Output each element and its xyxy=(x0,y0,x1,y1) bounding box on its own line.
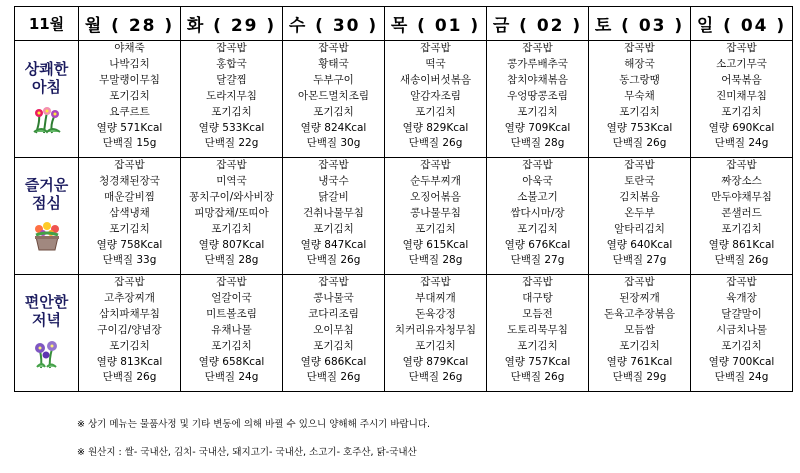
calorie-value: 열량 757Kcal xyxy=(504,355,571,368)
menu-item: 포기김치 xyxy=(721,105,762,118)
meal-label-cell xyxy=(15,158,79,275)
protein-value: 단백질 28g xyxy=(204,254,259,267)
menu-item: 진미채무침 xyxy=(716,89,767,102)
protein-value: 단백질 27g xyxy=(510,254,565,267)
protein-value: 단백질 26g xyxy=(408,137,463,150)
menu-item: 포기김치 xyxy=(619,339,660,352)
menu-item: 매운갈비찜 xyxy=(104,190,155,203)
calorie-value: 열량 676Kcal xyxy=(504,238,571,251)
menu-cell-tue xyxy=(181,41,283,158)
menu-item: 고추장찌개 xyxy=(104,291,155,304)
protein-value: 단백질 26g xyxy=(102,371,157,384)
menu-item: 포기김치 xyxy=(109,89,150,102)
menu-item: 아욱국 xyxy=(522,174,553,187)
menu-cell-sat xyxy=(589,275,691,392)
header-row xyxy=(15,7,793,41)
flower-pot-icon xyxy=(15,220,78,256)
menu-item: 달걀말이 xyxy=(721,307,762,320)
calorie-value: 열량 829Kcal xyxy=(402,121,469,134)
menu-item: 건취나물무침 xyxy=(303,206,364,219)
menu-item: 구이김/양념장 xyxy=(97,323,162,336)
protein-value: 단백질 26g xyxy=(612,137,667,150)
protein-value: 단백질 24g xyxy=(714,371,769,384)
protein-value: 단백질 26g xyxy=(510,371,565,384)
menu-item: 잡곡밥 xyxy=(318,42,349,54)
menu-cell-wed xyxy=(283,275,385,392)
menu-cell-thu xyxy=(385,158,487,275)
purple-flower-icon xyxy=(15,337,78,373)
menu-item: 삼색냉채 xyxy=(109,206,150,219)
menu-item: 모듬전 xyxy=(522,307,553,320)
menu-item: 떡국 xyxy=(425,57,446,70)
menu-item: 시금치나물 xyxy=(716,323,767,336)
meal-label-cell xyxy=(15,275,79,392)
menu-item: 돈육고추장볶음 xyxy=(603,307,675,320)
protein-value: 단백질 22g xyxy=(204,137,259,150)
menu-item: 잡곡밥 xyxy=(522,42,553,54)
menu-item: 삼치파채무침 xyxy=(99,307,160,320)
menu-item: 참치야채볶음 xyxy=(507,73,568,86)
menu-cell-mon xyxy=(79,275,181,392)
menu-item: 잡곡밥 xyxy=(522,276,553,288)
meal-name-line2: 아침 xyxy=(32,78,61,96)
menu-item: 포기김치 xyxy=(313,339,354,352)
menu-item: 소불고기 xyxy=(517,190,558,203)
protein-value: 단백질 26g xyxy=(306,254,361,267)
menu-cell-tue xyxy=(181,275,283,392)
protein-value: 단백질 26g xyxy=(408,371,463,384)
menu-item: 아몬드멸치조림 xyxy=(297,89,369,102)
menu-item: 포기김치 xyxy=(517,222,558,235)
menu-item: 잡곡밥 xyxy=(726,42,757,54)
day-header-mon: 월 ( 28 ) xyxy=(79,7,181,41)
protein-value: 단백질 15g xyxy=(102,137,157,150)
menu-item: 유채나물 xyxy=(211,323,252,336)
menu-cell-wed xyxy=(283,158,385,275)
menu-item: 잡곡밥 xyxy=(216,159,247,171)
menu-item: 무숙채 xyxy=(624,89,655,102)
protein-value: 단백질 28g xyxy=(510,137,565,150)
calorie-value: 열량 658Kcal xyxy=(198,355,265,368)
protein-value: 단백질 26g xyxy=(306,371,361,384)
menu-item: 만두야채무침 xyxy=(711,190,772,203)
day-header-thu: 목 ( 01 ) xyxy=(385,7,487,41)
menu-item: 포기김치 xyxy=(109,339,150,352)
menu-item: 포기김치 xyxy=(211,339,252,352)
menu-cell-fri xyxy=(487,158,589,275)
menu-item: 잡곡밥 xyxy=(114,159,145,171)
menu-item: 새송이버섯볶음 xyxy=(399,73,471,86)
menu-item: 잡곡밥 xyxy=(726,159,757,171)
menu-item: 두부구이 xyxy=(313,73,354,86)
menu-item: 나박김치 xyxy=(109,57,150,70)
menu-item: 포기김치 xyxy=(415,105,456,118)
day-header-sun: 일 ( 04 ) xyxy=(691,7,793,41)
notes xyxy=(77,416,430,458)
note-origin: ※ 원산지 : 쌀- 국내산, 김치- 국내산, 돼지고기- 국내산, 소고기- 호주산, 닭-국내산 xyxy=(77,447,417,458)
menu-item: 된장찌개 xyxy=(619,291,660,304)
calorie-value: 열량 861Kcal xyxy=(708,238,775,251)
calorie-value: 열량 571Kcal xyxy=(96,121,163,134)
menu-item: 잡곡밥 xyxy=(318,159,349,171)
menu-item: 잡곡밥 xyxy=(624,159,655,171)
menu-item: 무말랭이무침 xyxy=(99,73,160,86)
calorie-value: 열량 758Kcal xyxy=(96,238,163,251)
meal-name-line1: 편안한 xyxy=(24,293,69,311)
menu-item: 포기김치 xyxy=(619,105,660,118)
menu-item: 잡곡밥 xyxy=(624,276,655,288)
menu-item: 황태국 xyxy=(318,57,349,70)
meal-name-line1: 상쾌한 xyxy=(24,60,69,78)
calorie-value: 열량 813Kcal xyxy=(96,355,163,368)
menu-item: 야채죽 xyxy=(114,42,145,54)
menu-item: 잡곡밥 xyxy=(420,159,451,171)
meal-name-line2: 점심 xyxy=(32,194,61,212)
calorie-value: 열량 824Kcal xyxy=(300,121,367,134)
menu-item: 미역국 xyxy=(216,174,247,187)
menu-cell-mon xyxy=(79,41,181,158)
menu-item: 콩나물국 xyxy=(313,291,354,304)
menu-item: 잡곡밥 xyxy=(216,42,247,54)
menu-cell-wed xyxy=(283,41,385,158)
menu-item: 잡곡밥 xyxy=(420,42,451,54)
month-header: 11월 xyxy=(15,7,79,41)
menu-item: 미트볼조림 xyxy=(206,307,257,320)
menu-item: 포기김치 xyxy=(211,222,252,235)
menu-cell-sat xyxy=(589,41,691,158)
day-header-tue: 화 ( 29 ) xyxy=(181,7,283,41)
menu-item: 부대찌개 xyxy=(415,291,456,304)
menu-item: 홍합국 xyxy=(216,57,247,70)
protein-value: 단백질 24g xyxy=(714,137,769,150)
protein-value: 단백질 33g xyxy=(102,254,157,267)
menu-item: 소고기무국 xyxy=(716,57,767,70)
meal-label-cell xyxy=(15,41,79,158)
calorie-value: 열량 700Kcal xyxy=(708,355,775,368)
menu-item: 짜장소스 xyxy=(721,174,762,187)
menu-item: 포기김치 xyxy=(721,339,762,352)
menu-item: 잡곡밥 xyxy=(318,276,349,288)
menu-item: 잡곡밥 xyxy=(726,276,757,288)
protein-value: 단백질 28g xyxy=(408,254,463,267)
menu-cell-sat xyxy=(589,158,691,275)
menu-item: 포기김치 xyxy=(517,105,558,118)
meal-row xyxy=(15,41,793,158)
menu-item: 알감자조림 xyxy=(410,89,461,102)
calorie-value: 열량 709Kcal xyxy=(504,121,571,134)
menu-item: 잡곡밥 xyxy=(420,276,451,288)
menu-item: 포기김치 xyxy=(415,222,456,235)
menu-item: 쌈다시마/장 xyxy=(510,206,565,219)
protein-value: 단백질 29g xyxy=(612,371,667,384)
menu-item: 알타리김치 xyxy=(614,222,665,235)
meal-name-line2: 저녁 xyxy=(32,311,61,329)
calorie-value: 열량 847Kcal xyxy=(300,238,367,251)
menu-item: 닭갈비 xyxy=(318,190,349,203)
menu-cell-thu xyxy=(385,275,487,392)
calorie-value: 열량 761Kcal xyxy=(606,355,673,368)
menu-item: 포기김치 xyxy=(211,105,252,118)
weekly-menu-table xyxy=(14,6,793,392)
menu-cell-fri xyxy=(487,275,589,392)
menu-cell-sun xyxy=(691,158,793,275)
menu-item: 오이무침 xyxy=(313,323,354,336)
menu-item: 피망잡채/또띠아 xyxy=(194,206,269,219)
menu-item: 김치볶음 xyxy=(619,190,660,203)
menu-item: 요쿠르트 xyxy=(109,105,150,118)
menu-item: 청경채된장국 xyxy=(99,174,160,187)
protein-value: 단백질 30g xyxy=(306,137,361,150)
menu-item: 얼갈이국 xyxy=(211,291,252,304)
protein-value: 단백질 27g xyxy=(612,254,667,267)
menu-item: 포기김치 xyxy=(721,222,762,235)
menu-item: 포기김치 xyxy=(415,339,456,352)
calorie-value: 열량 807Kcal xyxy=(198,238,265,251)
meal-name-line1: 즐거운 xyxy=(24,176,69,194)
calorie-value: 열량 640Kcal xyxy=(606,238,673,251)
meal-row xyxy=(15,158,793,275)
menu-item: 육개장 xyxy=(726,291,757,304)
day-header-fri: 금 ( 02 ) xyxy=(487,7,589,41)
calorie-value: 열량 533Kcal xyxy=(198,121,265,134)
menu-item: 대구탕 xyxy=(522,291,553,304)
menu-item: 돈육강정 xyxy=(415,307,456,320)
menu-item: 콘샐러드 xyxy=(721,206,762,219)
note-change-notice: ※ 상기 메뉴는 물품사정 및 기타 변동에 의해 바뀔 수 있으니 양해해 주시기 바랍니다. xyxy=(77,419,431,430)
menu-item: 코다리조림 xyxy=(308,307,359,320)
menu-item: 어묵볶음 xyxy=(721,73,762,86)
calorie-value: 열량 690Kcal xyxy=(708,121,775,134)
menu-cell-thu xyxy=(385,41,487,158)
menu-item: 잡곡밥 xyxy=(522,159,553,171)
protein-value: 단백질 24g xyxy=(204,371,259,384)
menu-cell-fri xyxy=(487,41,589,158)
menu-item: 순두부찌개 xyxy=(410,174,461,187)
menu-item: 치커리유자청무침 xyxy=(394,323,477,336)
protein-value: 단백질 26g xyxy=(714,254,769,267)
calorie-value: 열량 879Kcal xyxy=(402,355,469,368)
menu-item: 잡곡밥 xyxy=(216,276,247,288)
menu-item: 콩나물무침 xyxy=(410,206,461,219)
menu-item: 포기김치 xyxy=(109,222,150,235)
calorie-value: 열량 686Kcal xyxy=(300,355,367,368)
calorie-value: 열량 615Kcal xyxy=(402,238,469,251)
menu-item: 꽁치구이/와사비장 xyxy=(189,190,274,203)
menu-cell-mon xyxy=(79,158,181,275)
menu-item: 우엉땅콩조림 xyxy=(507,89,568,102)
calorie-value: 열량 753Kcal xyxy=(606,121,673,134)
menu-item: 도라지무침 xyxy=(206,89,257,102)
menu-item: 잡곡밥 xyxy=(114,276,145,288)
menu-item: 콩가루배추국 xyxy=(507,57,568,70)
menu-item: 포기김치 xyxy=(313,105,354,118)
menu-cell-tue xyxy=(181,158,283,275)
day-header-sat: 토 ( 03 ) xyxy=(589,7,691,41)
menu-cell-sun xyxy=(691,41,793,158)
menu-item: 오징어볶음 xyxy=(410,190,461,203)
meal-row xyxy=(15,275,793,392)
flower-icon xyxy=(15,104,78,138)
menu-item: 냉국수 xyxy=(318,174,349,187)
menu-item: 달걀찜 xyxy=(216,73,247,86)
menu-cell-sun xyxy=(691,275,793,392)
menu-item: 포기김치 xyxy=(517,339,558,352)
menu-item: 토란국 xyxy=(624,174,655,187)
day-header-wed: 수 ( 30 ) xyxy=(283,7,385,41)
menu-item: 동그랑땡 xyxy=(619,73,660,86)
menu-item: 해장국 xyxy=(624,57,655,70)
menu-item: 도토리묵무침 xyxy=(507,323,568,336)
menu-item: 잡곡밥 xyxy=(624,42,655,54)
menu-item: 포기김치 xyxy=(313,222,354,235)
menu-item: 온두부 xyxy=(624,206,655,219)
menu-item: 모듬쌈 xyxy=(624,323,655,336)
